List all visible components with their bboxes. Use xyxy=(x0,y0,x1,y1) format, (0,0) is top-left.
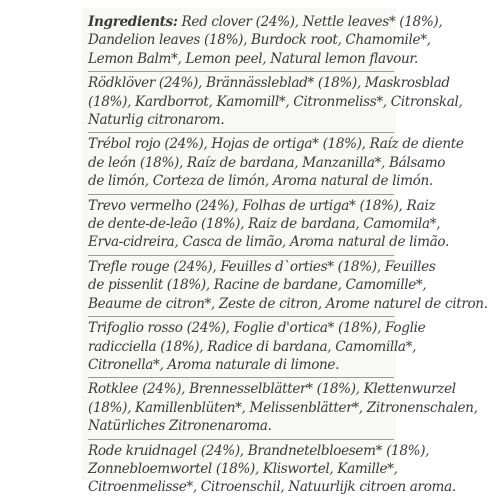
ingredients-line: Trefle rouge (24%), Feuilles d`orties* (18%), Feuilles xyxy=(88,258,436,275)
ingredients-line: de dente-de-leão (18%), Raiz de bardana, Camomila*, xyxy=(88,216,441,233)
ingredients-line: Beaume de citron*, Zeste de citron, Arome naturel de citron. xyxy=(88,295,488,312)
ingredients-line: (18%), Kardborrot, Kamomill*, Citronmeliss*, Citronskal, xyxy=(88,93,463,110)
ingredients-line: de pissenlit (18%), Racine de bardane, Camomille*, xyxy=(88,277,427,294)
ingredients-block-italian xyxy=(88,319,426,378)
ingredients-line: Rode kruidnagel (24%), Brandnetelbloesem* (18%), xyxy=(88,442,430,459)
ingredients-line: Trifoglio rosso (24%), Foglie d'ortica* (18%), Foglie xyxy=(88,320,426,337)
ingredients-line: de limón, Corteza de limón, Aroma natural de limón. xyxy=(88,173,433,190)
ingredients-block-english xyxy=(88,13,443,72)
ingredients-line: Rödklöver (24%), Brännässleblad* (18%), Maskrosblad xyxy=(88,75,450,92)
ingredients-block-spanish xyxy=(88,135,464,194)
ingredients-line: Natürliches Zitronenaroma. xyxy=(88,418,272,435)
ingredients-block-german xyxy=(88,380,478,439)
ingredients-line: Naturlig citronarom. xyxy=(88,112,225,129)
ingredients-line: Rotklee (24%), Brennesselblätter* (18%), Klettenwurzel xyxy=(88,381,456,398)
ingredients-line: Trevo vermelho (24%), Folhas de urtiga* (18%), Raiz xyxy=(88,197,436,214)
ingredients-line-text: Red clover (24%), Nettle leaves* (18%), xyxy=(177,14,443,30)
ingredients-line xyxy=(88,13,443,31)
ingredients-line: Dandelion leaves (18%), Burdock root, Chamomile*, xyxy=(88,32,431,49)
ingredients-line: Erva-cidreira, Casca de limão, Aroma natural de limão. xyxy=(88,234,449,251)
ingredients-block-dutch xyxy=(88,442,456,500)
ingredients-block-french xyxy=(88,258,488,317)
ingredients-line: Citroenmelisse*, Citroenschil, Natuurlijk citroen aroma. xyxy=(88,479,456,496)
ingredients-line: Trébol rojo (24%), Hojas de ortiga* (18%), Raíz de diente xyxy=(88,136,464,153)
ingredients-line: radicciella (18%), Radice di bardana, Camomilla*, xyxy=(88,338,417,355)
ingredients-line: Lemon Balm*, Lemon peel, Natural lemon flavour. xyxy=(88,50,419,67)
ingredients-line: Citronella*, Aroma naturale di limone. xyxy=(88,356,340,373)
ingredients-label xyxy=(88,13,488,502)
ingredients-line: (18%), Kamillenblüten*, Melissenblätter*, Zitronenschalen, xyxy=(88,399,478,416)
ingredients-block-portuguese xyxy=(88,197,449,256)
ingredients-heading: Ingredients: xyxy=(88,14,178,30)
ingredients-block-swedish xyxy=(88,74,463,133)
ingredients-line: Zonnebloemwortel (18%), Kliswortel, Kamille*, xyxy=(88,460,398,477)
ingredients-line: de león (18%), Raíz de bardana, Manzanilla*, Bálsamo xyxy=(88,154,446,171)
